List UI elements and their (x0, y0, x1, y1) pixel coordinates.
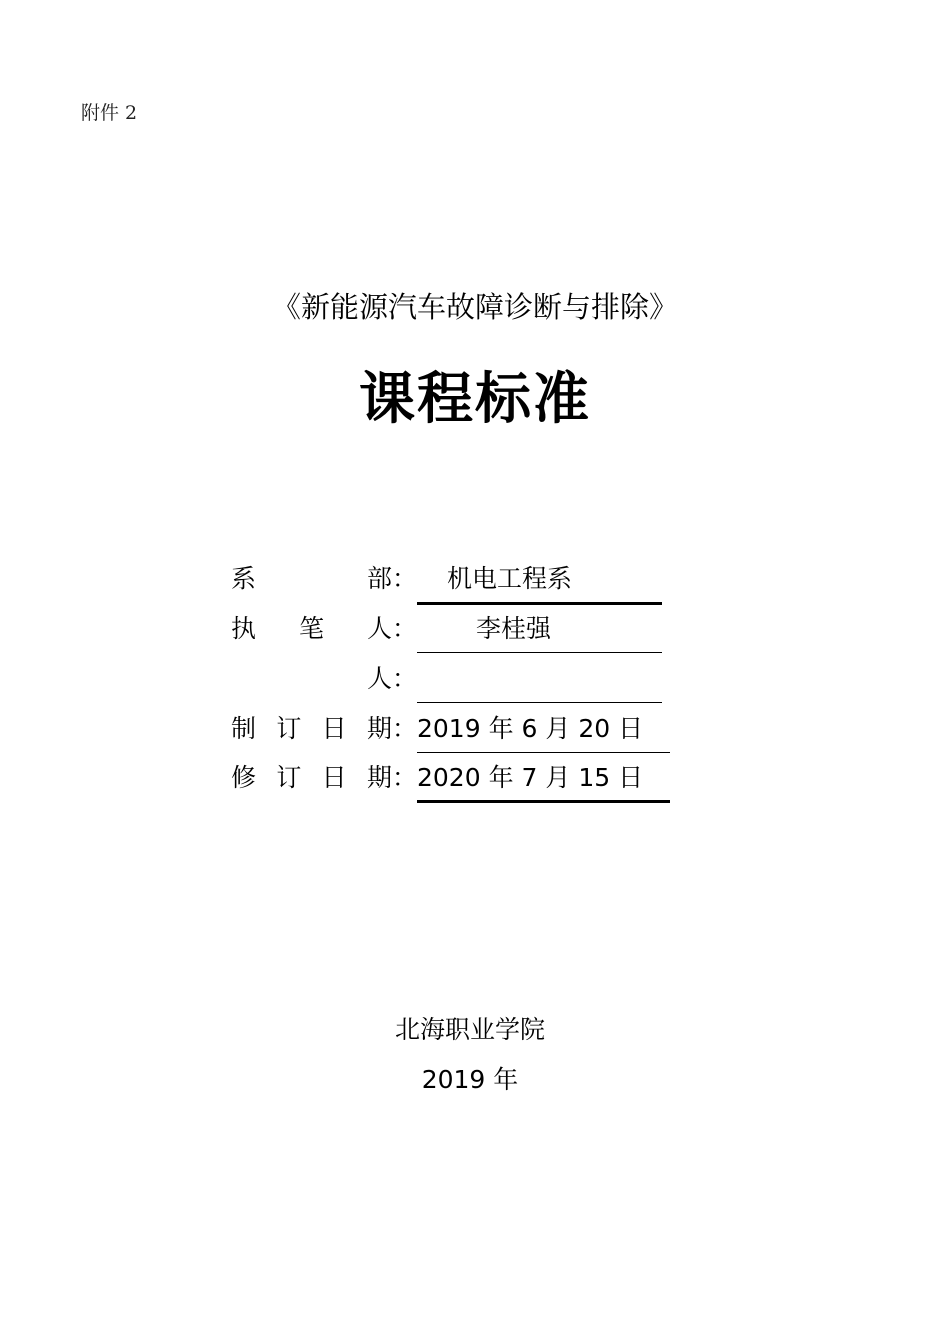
author-label (231, 612, 417, 646)
department-label-char: 系 (231, 564, 257, 593)
revised-date-label-char: 订 (276, 763, 302, 792)
course-name: 《新能源汽车故障诊断与排除》 (271, 290, 678, 324)
revised-date-label-char: 日 (321, 763, 347, 792)
reviewer-underline (417, 702, 662, 703)
created-date-label-char: 订 (276, 714, 302, 743)
annex-label: 附件 2 (81, 102, 138, 124)
revised-date-label-char: 修 (231, 763, 257, 792)
author-underline (417, 652, 662, 653)
created-date-label (231, 712, 417, 746)
author-label-char: 人： (366, 614, 417, 643)
revised-date-label-char: 期： (366, 763, 417, 792)
created-date-label-char: 期： (366, 714, 417, 743)
department-label-char: 部： (366, 564, 417, 593)
created-date-label-char: 制 (231, 714, 257, 743)
reviewer-label-char: 人： (366, 664, 417, 693)
department-underline (417, 602, 662, 605)
document-title: 课程标准 (359, 367, 591, 432)
department-label (231, 562, 417, 596)
created-date-value: 2019 年 6 月 20 日 (417, 714, 644, 743)
footer-year: 2019 年 (421, 1065, 519, 1094)
created-date-underline (417, 752, 670, 753)
revised-date-underline (417, 800, 670, 803)
info-row-revised-date (231, 755, 671, 803)
info-row-reviewer (231, 656, 671, 704)
author-label-char: 执 (231, 614, 257, 643)
info-row-author (231, 606, 671, 654)
school-name: 北海职业学院 (394, 1015, 545, 1044)
author-label-char: 笔 (298, 614, 324, 643)
revised-date-value: 2020 年 7 月 15 日 (417, 763, 644, 792)
department-value: 机电工程系 (447, 564, 573, 593)
author-value: 李桂强 (476, 614, 552, 643)
info-row-created-date (231, 706, 671, 754)
info-row-department (231, 556, 671, 604)
revised-date-label (231, 761, 417, 795)
reviewer-label (231, 662, 417, 696)
created-date-label-char: 日 (321, 714, 347, 743)
